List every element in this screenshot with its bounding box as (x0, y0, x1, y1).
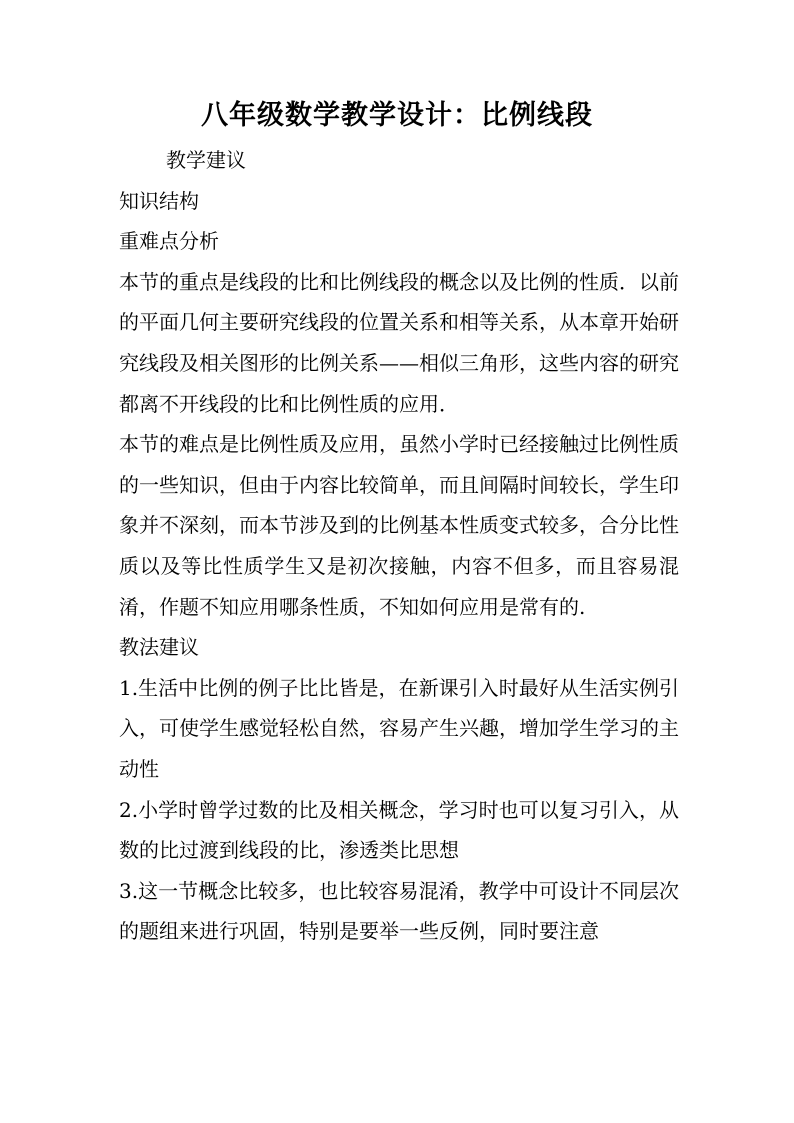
heading-key-difficult-points: 重难点分析 (119, 229, 219, 254)
paragraph-difficult-points: 本节的难点是比例性质及应用，虽然小学时已经接触过比例性质的一些知识，但由于内容比较简单，而且间隔时间较长，学生印象并不深刻，而本节涉及到的比例基本性质变式较多，合分比性质以及等比性质学生又是初次接触，内容不但多，而且容易混淆，作题不知应用哪条性质，不知如何应用是常有的. (119, 432, 679, 619)
list-item-2: 2.小学时曾学过数的比及相关概念，学习时也可以复习引入，从数的比过渡到线段的比，渗透类比思想 (119, 797, 679, 863)
heading-knowledge-structure: 知识结构 (119, 188, 199, 213)
list-item-3: 3.这一节概念比较多，也比较容易混淆，教学中可设计不同层次的题组来进行巩固，特别是要举一些反例，同时要注意 (119, 878, 679, 944)
section-teaching-suggestions: 教学建议 (166, 148, 246, 172)
list-item-1: 1.生活中比例的例子比比皆是，在新课引入时最好从生活实例引入，可使学生感觉轻松自然，容易产生兴趣，增加学生学习的主动性 (119, 675, 679, 781)
heading-method-suggestions: 教法建议 (119, 635, 199, 660)
document-body (119, 140, 679, 952)
paragraph-key-points: 本节的重点是线段的比和比例线段的概念以及比例的性质．以前的平面几何主要研究线段的位置关系和相等关系，从本章开始研究线段及相关图形的比例关系——相似三角形，这些内容的研究都离不开线段的比和比例性质的应用． (119, 269, 679, 416)
document-title: 八年级数学教学设计：比例线段 (201, 100, 593, 131)
